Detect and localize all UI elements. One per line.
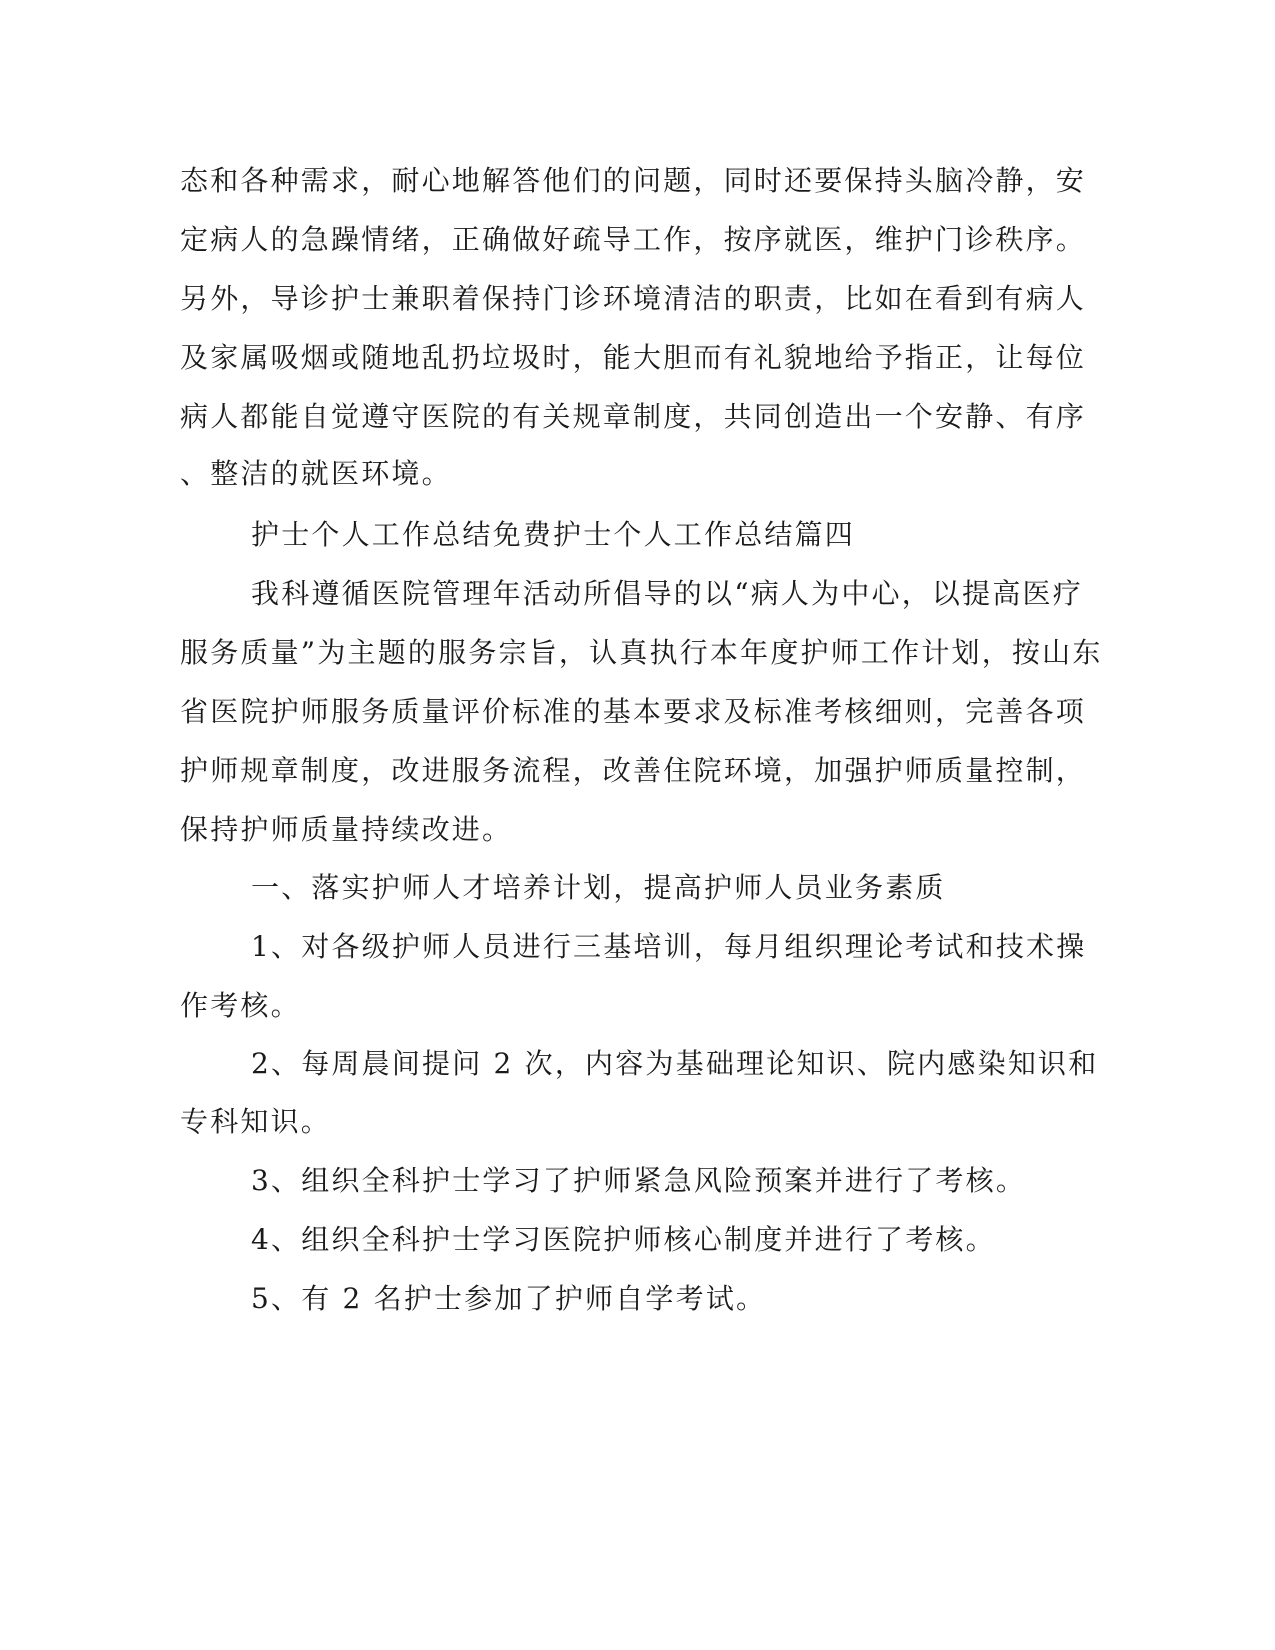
subsection-heading: 一、落实护师人才培养计划，提高护师人员业务素质 bbox=[251, 871, 946, 904]
list-item: 2、每周晨间提问 2 次，内容为基础理论知识、院内感染知识和 bbox=[251, 1047, 1099, 1080]
text-line: 省医院护师服务质量评价标准的基本要求及标准考核细则，完善各项 bbox=[180, 695, 1087, 728]
text-line: 、整洁的就医环境。 bbox=[180, 457, 452, 490]
list-item: 3、组织全科护士学习了护师紧急风险预案并进行了考核。 bbox=[251, 1164, 1027, 1197]
text-line: 服务质量”为主题的服务宗旨，认真执行本年度护师工作计划，按山东 bbox=[180, 636, 1103, 669]
list-item: 4、组织全科护士学习医院护师核心制度并进行了考核。 bbox=[251, 1223, 996, 1256]
list-item: 5、有 2 名护士参加了护师自学考试。 bbox=[251, 1282, 767, 1315]
list-item: 1、对各级护师人员进行三基培训，每月组织理论考试和技术操 bbox=[251, 930, 1087, 963]
section-heading: 护士个人工作总结免费护士个人工作总结篇四 bbox=[251, 518, 856, 551]
text-line: 定病人的急躁情绪，正确做好疏导工作，按序就医，维护门诊秩序。 bbox=[180, 223, 1087, 256]
text-line: 保持护师质量持续改进。 bbox=[180, 813, 513, 846]
text-line: 态和各种需求，耐心地解答他们的问题，同时还要保持头脑冷静，安 bbox=[180, 164, 1087, 197]
text-line: 及家属吸烟或随地乱扔垃圾时，能大胆而有礼貌地给予指正，让每位 bbox=[180, 341, 1087, 374]
text-line: 病人都能自觉遵守医院的有关规章制度，共同创造出一个安静、有序 bbox=[180, 400, 1087, 433]
text-line: 我科遵循医院管理年活动所倡导的以“病人为中心，以提高医疗 bbox=[251, 577, 1083, 610]
text-line: 另外，导诊护士兼职着保持门诊环境清洁的职责，比如在看到有病人 bbox=[180, 282, 1087, 315]
list-item-continuation: 作考核。 bbox=[180, 989, 301, 1022]
list-item-continuation: 专科知识。 bbox=[180, 1105, 332, 1138]
text-line: 护师规章制度，改进服务流程，改善住院环境，加强护师质量控制， bbox=[180, 754, 1087, 787]
